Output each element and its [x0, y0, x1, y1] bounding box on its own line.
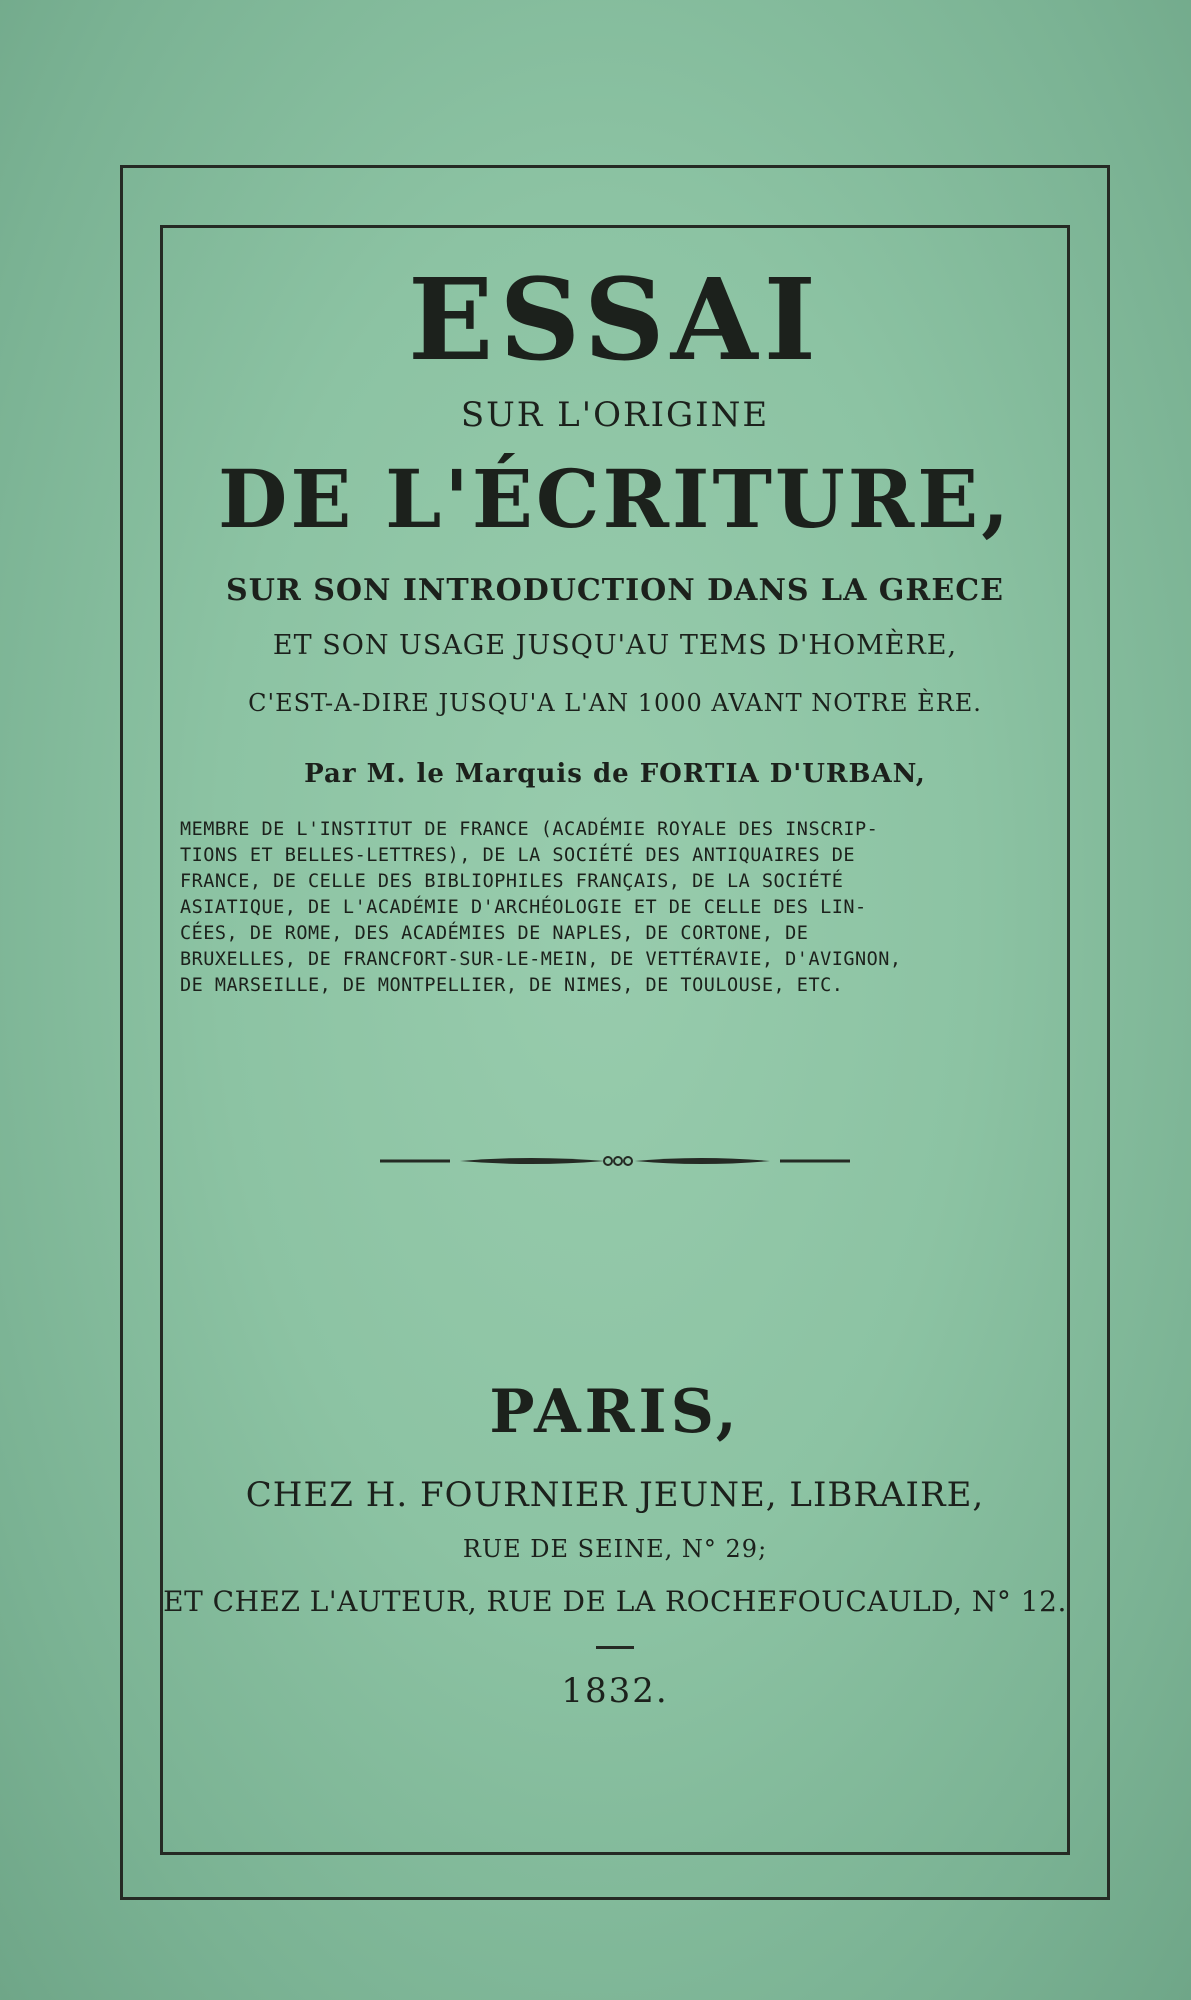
credentials-line: MEMBRE DE L'INSTITUT DE FRANCE (ACADÉMIE ROYALE DES INSCRIP-	[180, 819, 879, 840]
cover-content	[160, 225, 1070, 1855]
author-address: ET CHEZ L'AUTEUR, RUE DE LA ROCHEFOUCAULD, N° 12.	[163, 1585, 1067, 1618]
subtitle-3: C'EST-A-DIRE JUSQU'A L'AN 1000 AVANT NOTRE ÈRE.	[248, 689, 982, 717]
ornamental-divider	[380, 1149, 850, 1173]
title-sub: SUR L'ORIGINE	[460, 395, 770, 435]
subtitle-1: SUR SON INTRODUCTION DANS LA GRECE	[226, 573, 1004, 608]
credentials-line: FRANCE, DE CELLE DES BIBLIOPHILES FRANÇAIS, DE LA SOCIÉTÉ	[180, 871, 844, 892]
imprint-city: PARIS,	[489, 1377, 741, 1447]
credentials-line: ASIATIQUE, DE L'ACADÉMIE D'ARCHÉOLOGIE ET DE CELLE DES LIN-	[180, 897, 867, 918]
subtitle-2: ET SON USAGE JUSQU'AU TEMS D'HOMÈRE,	[272, 630, 958, 661]
title-subject: DE L'ÉCRITURE,	[217, 452, 1013, 546]
publication-year: 1832.	[561, 1671, 669, 1711]
short-rule	[596, 1646, 634, 1649]
credentials-line: TIONS ET BELLES-LETTRES), DE LA SOCIÉTÉ DES ANTIQUAIRES DE	[180, 845, 856, 866]
credentials-line: BRUXELLES, DE FRANCFORT-SUR-LE-MEIN, DE VETTÉRAVIE, D'AVIGNON,	[180, 949, 902, 970]
author-credentials	[180, 817, 1050, 999]
title-main: ESSAI	[408, 255, 822, 386]
author-line: Par M. le Marquis de FORTIA D'URBAN,	[304, 759, 926, 789]
credentials-line: DE MARSEILLE, DE MONTPELLIER, DE NIMES, DE TOULOUSE, ETC.	[180, 975, 844, 996]
credentials-line: CÉES, DE ROME, DES ACADÉMIES DE NAPLES, DE CORTONE, DE	[180, 923, 809, 944]
publisher-name: CHEZ H. FOURNIER JEUNE, LIBRAIRE,	[245, 1475, 985, 1515]
publisher-address: RUE DE SEINE, N° 29;	[462, 1535, 768, 1563]
